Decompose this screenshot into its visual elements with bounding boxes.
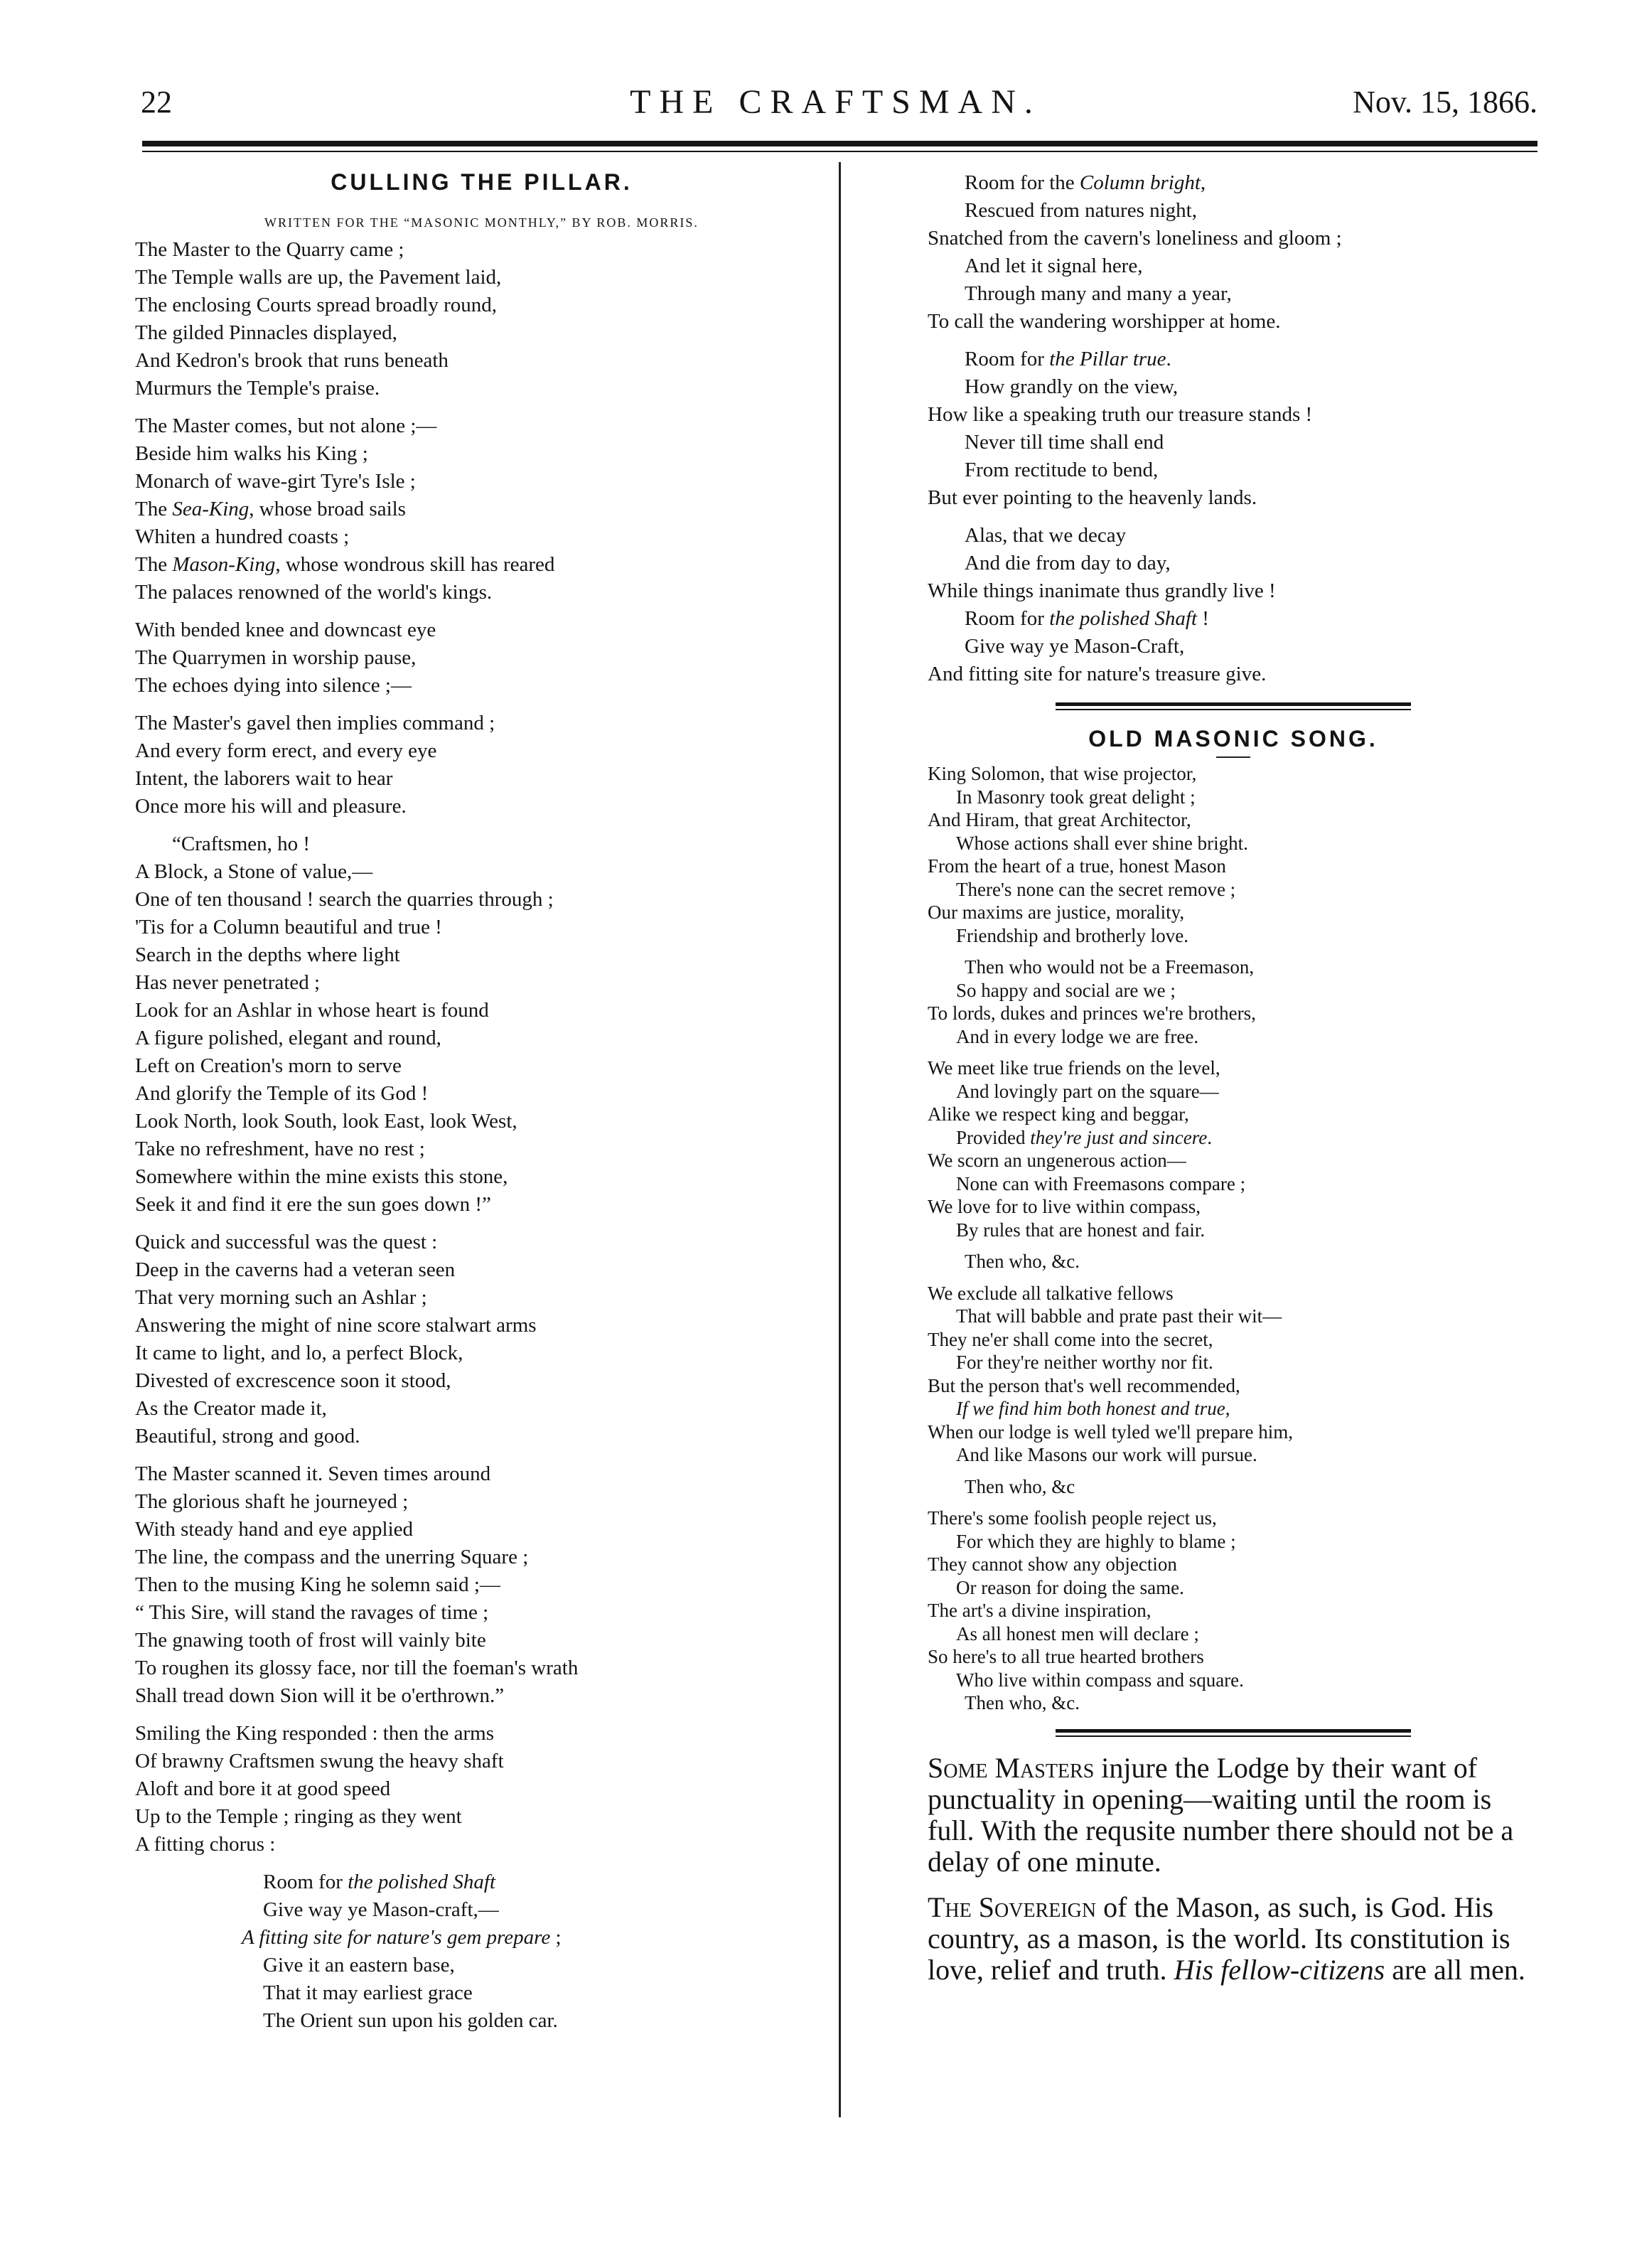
issue-date: Nov. 15, 1866. — [1353, 85, 1537, 119]
header-rule — [142, 141, 1537, 146]
verse-line: From the heart of a true, honest Mason — [928, 855, 1226, 877]
verse-line: Then who, &c. — [965, 1692, 1080, 1713]
verse-line: Friendship and brotherly love. — [956, 924, 1188, 946]
column-divider — [839, 162, 841, 2117]
stanza — [135, 412, 828, 606]
verse-line: And Kedron's brook that runs beneath — [135, 349, 449, 372]
verse-line: A figure polished, elegant and round, — [135, 1027, 441, 1049]
verse-line: Give way ye Mason-craft,— — [263, 1898, 499, 1921]
verse-line: But ever pointing to the heavenly lands. — [928, 486, 1257, 509]
stanza — [135, 1868, 828, 2035]
verse-line: With bended knee and downcast eye — [135, 619, 436, 641]
verse-line: Monarch of wave-girt Tyre's Isle ; — [135, 470, 416, 493]
verse-line: Through many and many a year, — [965, 282, 1232, 305]
verse-line: The glorious shaft he journeyed ; — [135, 1490, 409, 1513]
verse-line: That it may earliest grace — [263, 1981, 473, 2004]
verse-line: The Sea-King, whose broad sails — [135, 498, 406, 520]
stanza — [928, 346, 1539, 512]
verse-line: And die from day to day, — [965, 552, 1171, 574]
verse-line: If we find him both honest and true, — [956, 1398, 1230, 1419]
header-rule-thin — [142, 151, 1537, 152]
verse-line: Beautiful, strong and good. — [135, 1425, 360, 1448]
verse-line: The enclosing Courts spread broadly round, — [135, 294, 498, 316]
verse-line: Smiling the King responded : then the arms — [135, 1722, 495, 1745]
verse-line: A fitting site for nature's gem prepare ; — [242, 1926, 562, 1949]
note-lead: The Sovereign — [928, 1890, 1097, 1923]
verse-line: Look for an Ashlar in whose heart is found — [135, 999, 489, 1022]
verse-line: The Master scanned it. Seven times around — [135, 1462, 491, 1485]
note-text-end: are all men. — [1385, 1953, 1525, 1986]
song-body — [928, 762, 1539, 1715]
stanza — [135, 1460, 828, 1710]
stanza — [928, 1475, 1539, 1499]
verse-line: Whose actions shall ever shine bright. — [956, 832, 1248, 854]
verse-line: Take no refreshment, have no rest ; — [135, 1138, 425, 1160]
verse-line: A fitting chorus : — [135, 1833, 276, 1856]
verse-line: Provided they're just and sincere. — [956, 1126, 1212, 1148]
verse-line: Intent, the laborers wait to hear — [135, 767, 393, 790]
verse-line: And Hiram, that great Architector, — [928, 809, 1191, 830]
verse-line: That will babble and prate past their wit— — [956, 1305, 1282, 1327]
verse-line: And every form erect, and every eye — [135, 739, 437, 762]
verse-line: The Orient sun upon his golden car. — [263, 2009, 558, 2032]
verse-line: Snatched from the cavern's loneliness and gloom ; — [928, 227, 1342, 250]
verse-line: But the person that's well recommended, — [928, 1374, 1240, 1396]
poem-body-right — [928, 169, 1539, 688]
verse-line: They cannot show any objection — [928, 1553, 1177, 1575]
left-column — [135, 169, 828, 2045]
verse-line: The Quarrymen in worship pause, — [135, 646, 417, 669]
verse-line: The Mason-King, whose wondrous skill has reared — [135, 553, 555, 576]
verse-line: Then who would not be a Freemason, — [965, 956, 1255, 978]
verse-line: Seek it and find it ere the sun goes down !” — [135, 1193, 491, 1216]
verse-line: How like a speaking truth our treasure stands ! — [928, 403, 1313, 426]
stanza — [928, 1282, 1539, 1467]
masthead-title: THE CRAFTSMAN. — [630, 83, 1041, 121]
stanza — [928, 169, 1539, 336]
verse-line: The gnawing tooth of frost will vainly bite — [135, 1629, 486, 1652]
verse-line: Quick and successful was the quest : — [135, 1231, 438, 1253]
verse-line: Room for the Column bright, — [965, 171, 1206, 194]
title-underline — [1216, 756, 1250, 758]
verse-line: That very morning such an Ashlar ; — [135, 1286, 427, 1309]
verse-line: To lords, dukes and princes we're brothers, — [928, 1002, 1256, 1024]
note-sovereign — [928, 1892, 1539, 1986]
verse-line: Somewhere within the mine exists this stone, — [135, 1165, 508, 1188]
verse-line: And in every lodge we are free. — [956, 1025, 1199, 1047]
note-text: injure the Lodge by their want of punctuality in opening—waiting until the room is full. With the requsite number there should not be a delay of one minute. — [928, 1751, 1514, 1878]
verse-line: Never till time shall end — [965, 431, 1164, 454]
section-rule — [1056, 1729, 1411, 1737]
verse-line: The palaces renowned of the world's kings. — [135, 581, 493, 604]
stanza — [928, 956, 1539, 1048]
verse-line: Rescued from natures night, — [965, 199, 1197, 222]
verse-line: King Solomon, that wise projector, — [928, 763, 1197, 784]
verse-line: As the Creator made it, — [135, 1397, 327, 1420]
note-lead: Some Masters — [928, 1751, 1095, 1784]
verse-line: So here's to all true hearted brothers — [928, 1646, 1204, 1667]
verse-line: Shall tread down Sion will it be o'erthrown.” — [135, 1684, 505, 1707]
verse-line: The art's a divine inspiration, — [928, 1600, 1152, 1621]
verse-line: The line, the compass and the unerring Square ; — [135, 1546, 529, 1568]
verse-line: It came to light, and lo, a perfect Block, — [135, 1342, 463, 1364]
verse-line: Of brawny Craftsmen swung the heavy shaft — [135, 1750, 504, 1772]
verse-line: For which they are highly to blame ; — [956, 1530, 1236, 1552]
verse-line: Then to the musing King he solemn said ;— — [135, 1573, 500, 1596]
verse-line: Once more his will and pleasure. — [135, 795, 407, 818]
note-italic: His fellow-citizens — [1174, 1953, 1385, 1986]
stanza — [928, 522, 1539, 688]
verse-line: The Master's gavel then implies command ; — [135, 712, 495, 734]
verse-line: Whiten a hundred coasts ; — [135, 525, 350, 548]
verse-line: Our maxims are justice, morality, — [928, 902, 1185, 923]
verse-line: A Block, a Stone of value,— — [135, 860, 373, 883]
verse-line: We meet like true friends on the level, — [928, 1057, 1220, 1079]
verse-line: Left on Creation's morn to serve — [135, 1054, 402, 1077]
verse-line: Deep in the caverns had a veteran seen — [135, 1258, 456, 1281]
verse-line: The gilded Pinnacles displayed, — [135, 321, 397, 344]
verse-line: From rectitude to bend, — [965, 459, 1159, 481]
song-title: OLD MASONIC SONG. — [1088, 726, 1378, 751]
verse-line: For they're neither worthy nor fit. — [956, 1352, 1213, 1373]
poem-body-left — [135, 236, 828, 2035]
verse-line: And like Masons our work will pursue. — [956, 1444, 1257, 1465]
verse-line: Give way ye Mason-Craft, — [965, 635, 1185, 658]
stanza — [928, 1250, 1539, 1273]
verse-line: With steady hand and eye applied — [135, 1518, 414, 1541]
note-text: of the Mason, as such, is God. His country, as a mason, is the world. Its constitution is love, relief and truth. — [928, 1890, 1510, 1986]
verse-line: Aloft and bore it at good speed — [135, 1777, 391, 1800]
stanza — [135, 1229, 828, 1450]
right-column — [928, 169, 1539, 2000]
verse-line: None can with Freemasons compare ; — [956, 1172, 1246, 1194]
verse-line: How grandly on the view, — [965, 375, 1179, 398]
verse-line: Room for the polished Shaft ! — [965, 607, 1209, 630]
verse-line: And let it signal here, — [965, 255, 1143, 277]
stanza — [135, 710, 828, 820]
verse-line: “ This Sire, will stand the ravages of time ; — [135, 1601, 489, 1624]
verse-line: Alike we respect king and beggar, — [928, 1103, 1189, 1125]
verse-line: So happy and social are we ; — [956, 979, 1176, 1001]
verse-line: As all honest men will declare ; — [956, 1622, 1199, 1644]
verse-line: We scorn an ungenerous action— — [928, 1150, 1186, 1171]
verse-line: Answering the might of nine score stalwart arms — [135, 1314, 537, 1337]
verse-line: Room for the Pillar true. — [965, 348, 1171, 370]
verse-line: The Temple walls are up, the Pavement laid, — [135, 266, 502, 289]
verse-line: Then who, &c. — [965, 1251, 1080, 1272]
verse-line: They ne'er shall come into the secret, — [928, 1328, 1213, 1350]
verse-line: Or reason for doing the same. — [956, 1576, 1184, 1598]
verse-line: The Master to the Quarry came ; — [135, 238, 404, 261]
verse-line: To call the wandering worshipper at home. — [928, 310, 1281, 333]
verse-line: Then who, &c — [965, 1475, 1075, 1497]
verse-line: There's none can the secret remove ; — [956, 878, 1236, 900]
verse-line: Give it an eastern base, — [263, 1954, 455, 1977]
verse-line: One of ten thousand ! search the quarries through ; — [135, 888, 554, 911]
stanza — [135, 830, 828, 1219]
verse-line: Divested of excrescence soon it stood, — [135, 1369, 451, 1392]
verse-line: Alas, that we decay — [965, 524, 1127, 547]
verse-line: Room for the polished Shaft — [263, 1871, 496, 1893]
verse-line: Look North, look South, look East, look West, — [135, 1110, 517, 1133]
verse-line: We love for to live within compass, — [928, 1196, 1201, 1217]
verse-line: When our lodge is well tyled we'll prepare him, — [928, 1421, 1293, 1443]
verse-line: We exclude all talkative fellows — [928, 1282, 1174, 1304]
verse-line: Who live within compass and square. — [956, 1669, 1244, 1691]
verse-line: Has never penetrated ; — [135, 971, 321, 994]
section-rule — [1056, 702, 1411, 710]
verse-line: And glorify the Temple of its God ! — [135, 1082, 429, 1105]
stanza — [135, 1720, 828, 1858]
verse-line: Search in the depths where light — [135, 943, 400, 966]
verse-line: And fitting site for nature's treasure give. — [928, 663, 1267, 685]
verse-line: By rules that are honest and fair. — [956, 1219, 1206, 1241]
verse-line: In Masonry took great delight ; — [956, 786, 1196, 808]
stanza — [135, 236, 828, 402]
verse-line: 'Tis for a Column beautiful and true ! — [135, 916, 442, 938]
note-punctuality — [928, 1753, 1539, 1878]
page-header — [134, 84, 1537, 134]
verse-line: The Master comes, but not alone ;— — [135, 414, 437, 437]
verse-line: Beside him walks his King ; — [135, 442, 368, 465]
verse-line: There's some foolish people reject us, — [928, 1507, 1217, 1529]
stanza — [928, 762, 1539, 947]
page-number: 22 — [141, 85, 172, 119]
verse-line: Murmurs the Temple's praise. — [135, 377, 380, 400]
stanza — [135, 616, 828, 700]
verse-line: Up to the Temple ; ringing as they went — [135, 1805, 462, 1828]
verse-line: While things inanimate thus grandly live ! — [928, 579, 1276, 602]
verse-line: To roughen its glossy face, nor till the foeman's wrath — [135, 1657, 579, 1679]
verse-line: And lovingly part on the square— — [956, 1080, 1219, 1102]
verse-line: The echoes dying into silence ;— — [135, 674, 412, 697]
poem-byline: WRITTEN FOR THE “MASONIC MONTHLY,” BY ROB. MORRIS. — [264, 215, 699, 230]
stanza — [928, 1507, 1539, 1715]
stanza — [928, 1057, 1539, 1241]
verse-line: “Craftsmen, ho ! — [172, 833, 311, 855]
poem-title: CULLING THE PILLAR. — [331, 169, 633, 195]
